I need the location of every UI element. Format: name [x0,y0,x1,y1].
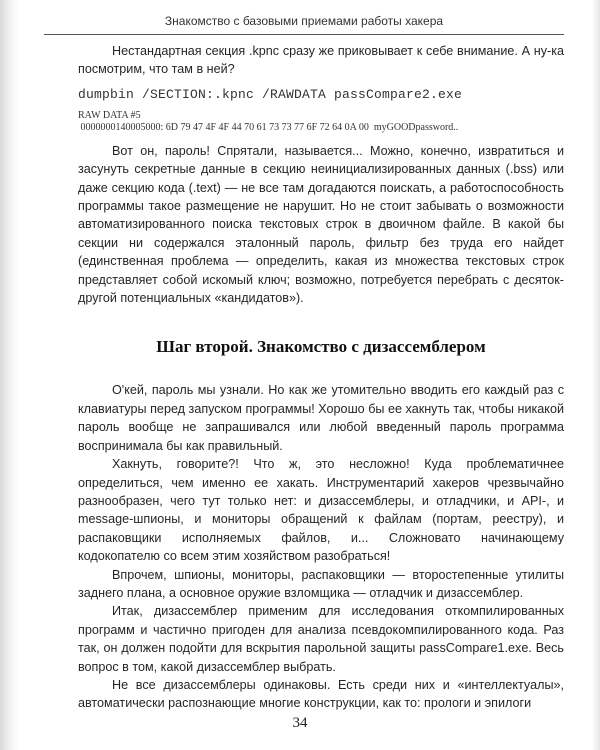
section-heading: Шаг второй. Знакомство с дизассемблером [156,337,486,357]
paragraph: Хакнуть, говорите?! Что ж, это несложно! Куда проблематичнее определиться, чем именно ее хакать. Инструментарий хакеров чрезвычайно разнообразен, чего тут только нет: и дизассемблеры, и отладчики, и API-, и message-шпионы, и мониторы обращений к файлам (портам, реестру), и распаковщики исполняемых файлов, и... Сложновато начинающему кодокопателю со всем этим хозяйством разобраться! [78,457,564,564]
running-header: Знакомство с базовыми приемами работы хакера [44,14,564,35]
paragraph: Впрочем, шпионы, мониторы, распаковщики — второстепенные утилиты заднего плана, а основное оружие взломщика — отладчик и дизассемблер. [78,567,564,600]
page-binding-shadow [0,0,18,750]
paragraph: Вот он, пароль! Спрятали, называется... Можно, конечно, извратиться и засунуть секретные данные в секцию неинициализированных данных (.bss) или даже секцию кода (.text) — не все там догадаются поискать, а работоспособность программы такое размещение не нарушит. Но не стоит забывать о возможности автоматизированного поиска текстовых строк в двоичном файле. В какой бы секции ни содержался эталонный пароль, фильтр без труда его найдет (единственная проблема — определить, какая из множества текстовых строк представляет собой искомый ключ; возможно, потребуется перебрать с десяток-другой потенциальных «кандидатов»). [78,143,564,306]
paragraph: Не все дизассемблеры одинаковы. Есть среди них и «интеллектуалы», автоматически распознающие многие конструкции, как то: прологи и эпилоги [78,677,564,711]
raw-data-dump [78,110,564,134]
paragraph: Нестандартная секция .kpnc сразу же приковывает к себе внимание. А ну-ка посмотрим, что там в ней? [78,44,564,77]
paragraph: Итак, дизассемблер применим для исследования откомпилированных программ и частично пригоден для анализа псевдокомпилированного кода. Раз так, он должен подойти для вскрытия парольной защиты passCompare1.exe. Весь вопрос в том, какой дизассемблер выбрать. [78,604,564,674]
page-content [78,42,564,713]
page-edge-shadow [592,0,600,750]
page-number: 34 [292,715,308,731]
raw-data-line: 0000000140005000: 6D 79 47 4F 4F 44 70 61 73 73 77 6F 72 64 0A 00 myGOODpassword.. [78,121,459,133]
command-line: dumpbin /SECTION:.kpnc /RAWDATA passCompare2.exe [78,86,463,102]
raw-data-label: RAW DATA #5 [78,109,141,121]
paragraph: О'кей, пароль мы узнали. Но как же утомительно вводить его каждый раз с клавиатуры перед запуском программы! Хорошо бы ее хакнуть так, чтобы никакой пароль вообще не запрашивался или любой введенный пароль программа воспринимала бы как правильный. [78,383,564,453]
